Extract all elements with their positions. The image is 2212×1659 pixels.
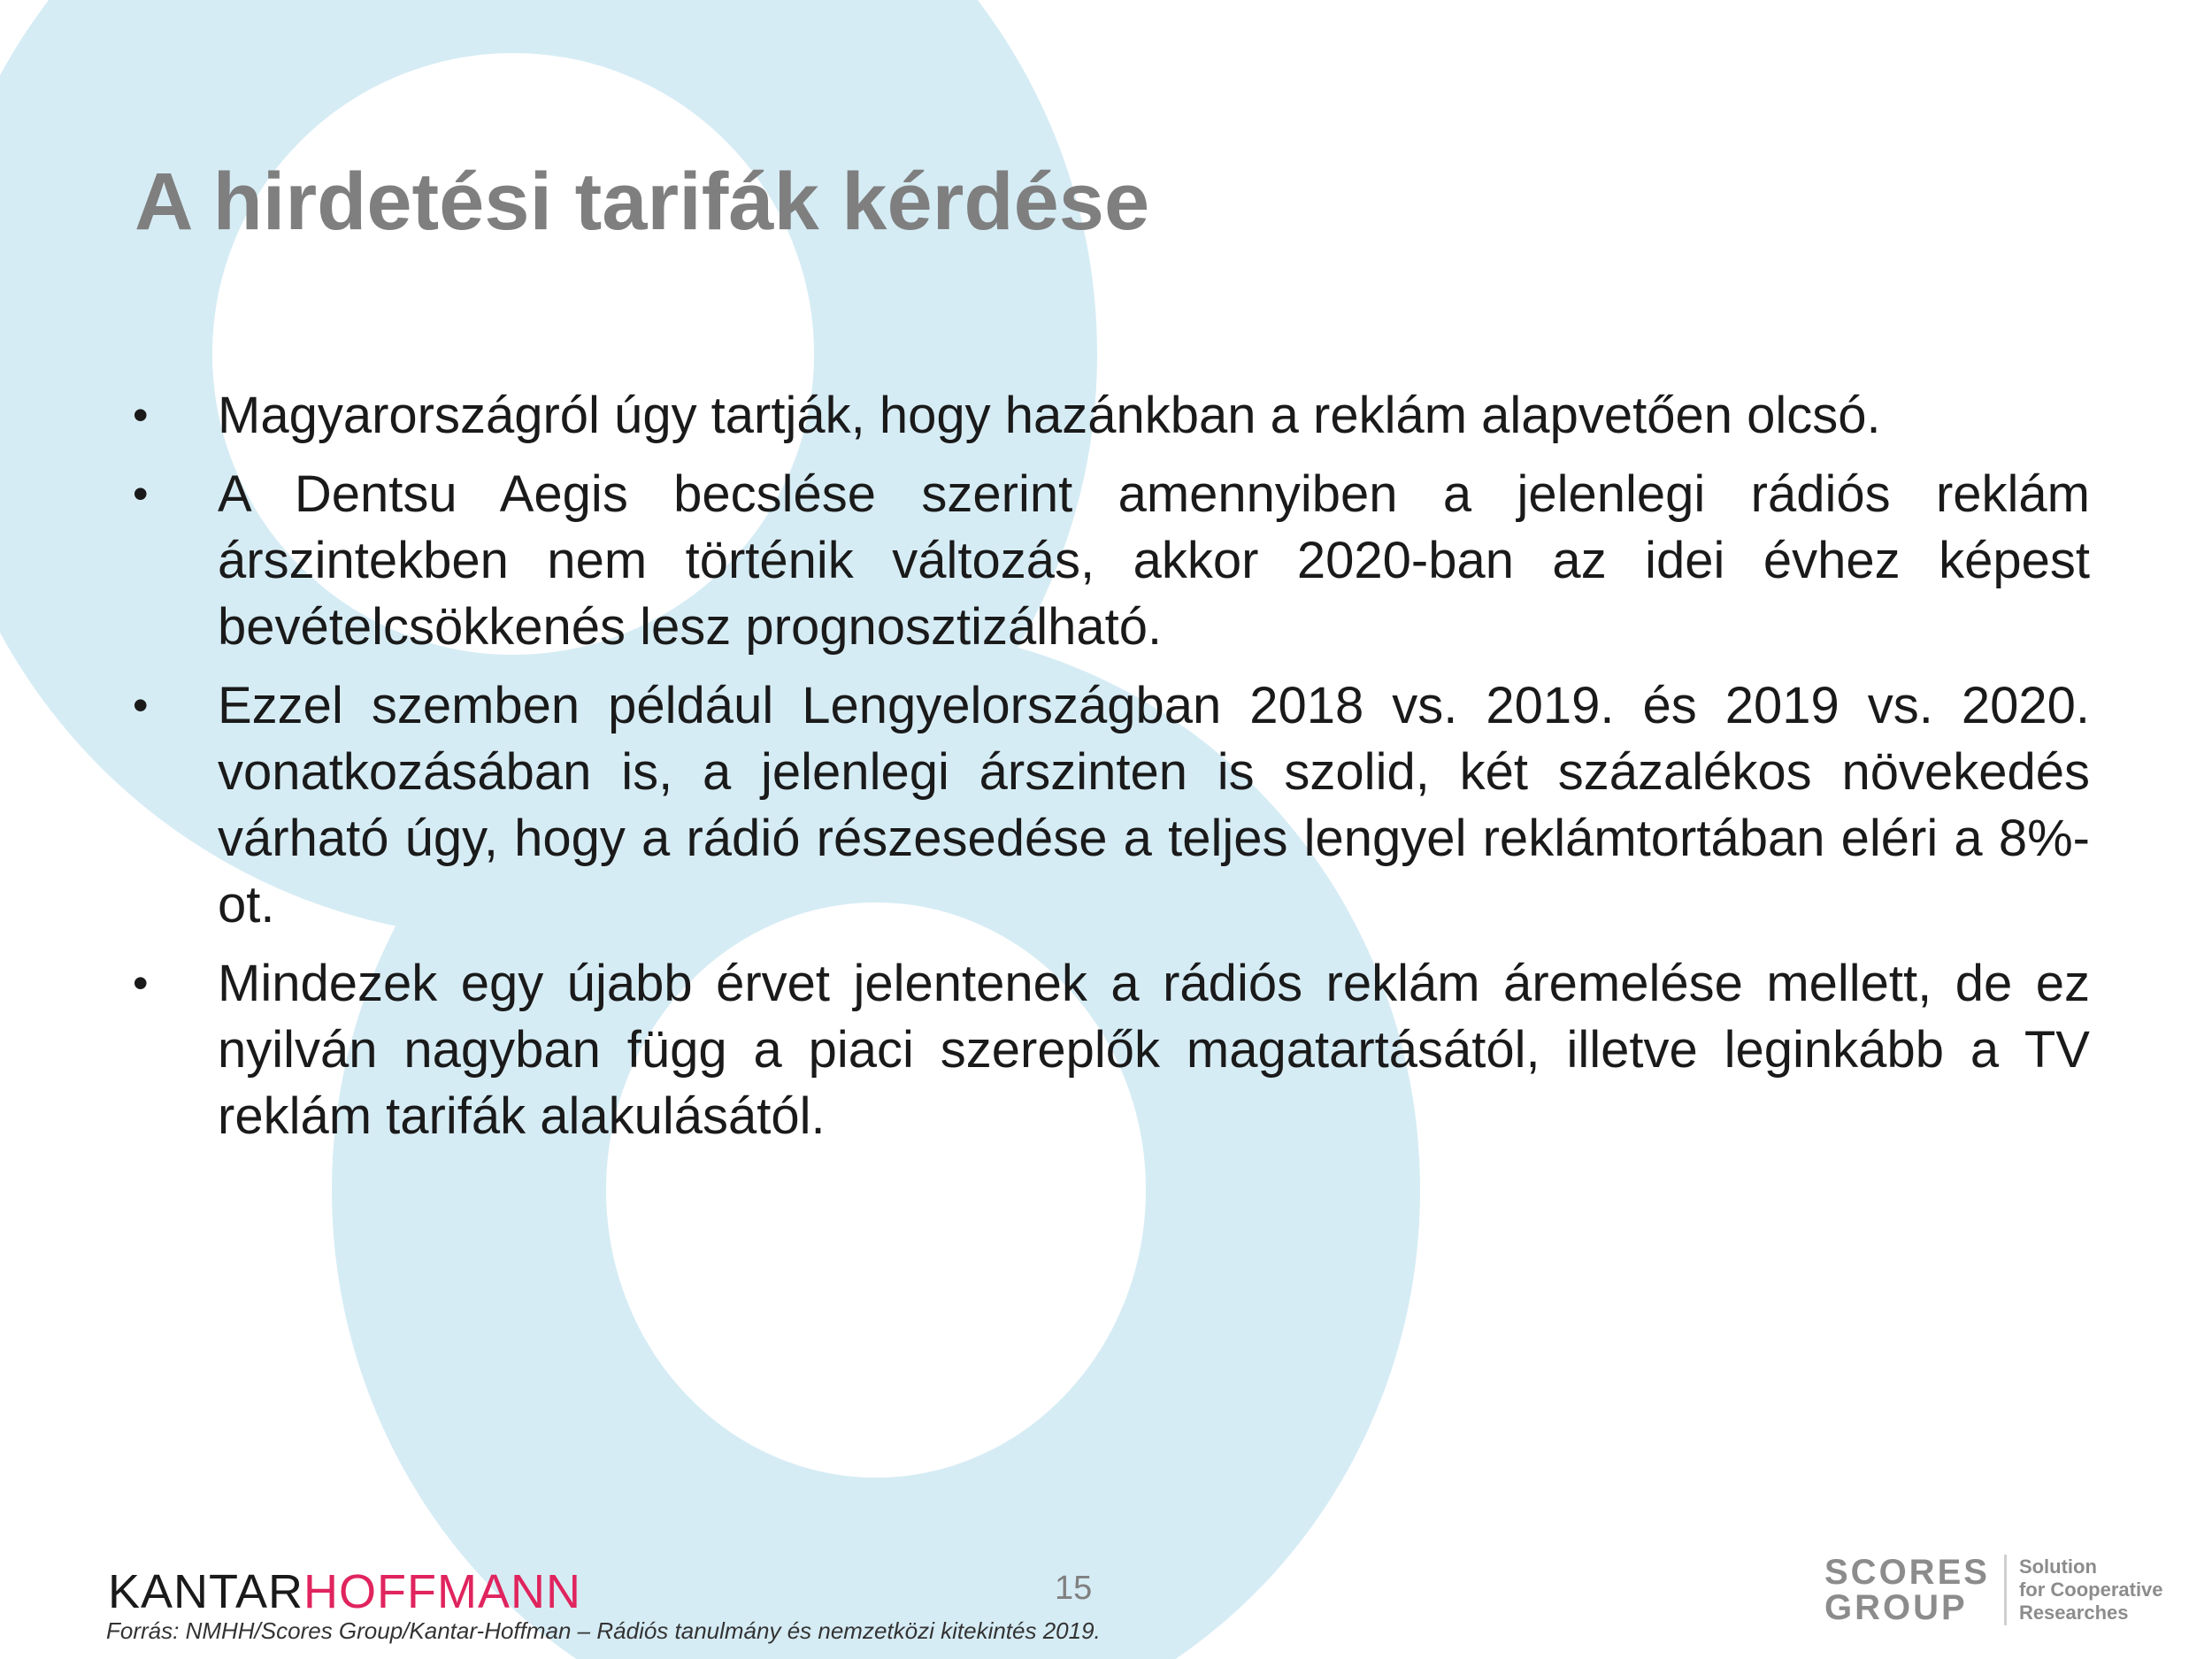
kantar-hoffmann-logo bbox=[108, 1565, 581, 1618]
slide-title: A hirdetési tarifák kérdése bbox=[134, 157, 1150, 247]
scores-group-wordmark bbox=[1824, 1555, 2007, 1625]
scores-logo-line2: GROUP bbox=[1824, 1588, 1968, 1627]
source-note: Forrás: NMHH/Scores Group/Kantar-Hoffman – Rádiós tanulmány és nemzetközi kitekintés 2019. bbox=[106, 1617, 1101, 1644]
tagline-line: Researches bbox=[2018, 1601, 2129, 1624]
scores-logo-line1: SCORES bbox=[1824, 1553, 1990, 1592]
bullet-text: Ezzel szemben például Lengyelországban 2018 vs. 2019. és 2019 vs. 2020. vonatkozásában is, a jelenlegi árszinten is szolid, két százalékos növekedés várható úgy, hogy a rádió részesedése a teljes lengyel reklámtortában eléri a 8%-ot. bbox=[218, 677, 2090, 933]
hoffmann-logo-text: HOFFMANN bbox=[303, 1565, 581, 1618]
bullet-dot: • bbox=[133, 680, 149, 730]
bullet-text: A Dentsu Aegis becslése szerint amennyiben a jelenlegi rádiós reklám árszintekben nem történik változás, akkor 2020-ban az idei évhez képest bevételcsökkenés lesz prognosztizálható. bbox=[218, 465, 2090, 656]
bullet-dot: • bbox=[133, 958, 149, 1008]
bullet-item bbox=[133, 950, 2090, 1149]
scores-group-logo bbox=[1824, 1550, 2163, 1630]
bullet-item bbox=[133, 672, 2090, 938]
bullet-list bbox=[133, 382, 2090, 1162]
bullet-item bbox=[133, 461, 2090, 660]
bullet-item bbox=[133, 382, 2090, 449]
page-number: 15 bbox=[1055, 1570, 1093, 1607]
tagline-line: Solution bbox=[2018, 1555, 2097, 1578]
scores-group-tagline bbox=[2007, 1555, 2163, 1624]
bullet-text: Mindezek egy újabb érvet jelentenek a rádiós reklám áremelése mellett, de ez nyilván nagyban függ a piaci szereplők magatartásától, illetve leginkább a TV reklám tarifák alakulásától. bbox=[218, 955, 2090, 1145]
kantar-logo-text: KANTAR bbox=[108, 1565, 304, 1618]
tagline-line: for Cooperative bbox=[2018, 1578, 2163, 1601]
bullet-dot: • bbox=[133, 469, 149, 518]
bullet-text: Magyarországról úgy tartják, hogy hazánkban a reklám alapvetően olcsó. bbox=[218, 387, 1881, 444]
bullet-dot: • bbox=[133, 390, 149, 440]
